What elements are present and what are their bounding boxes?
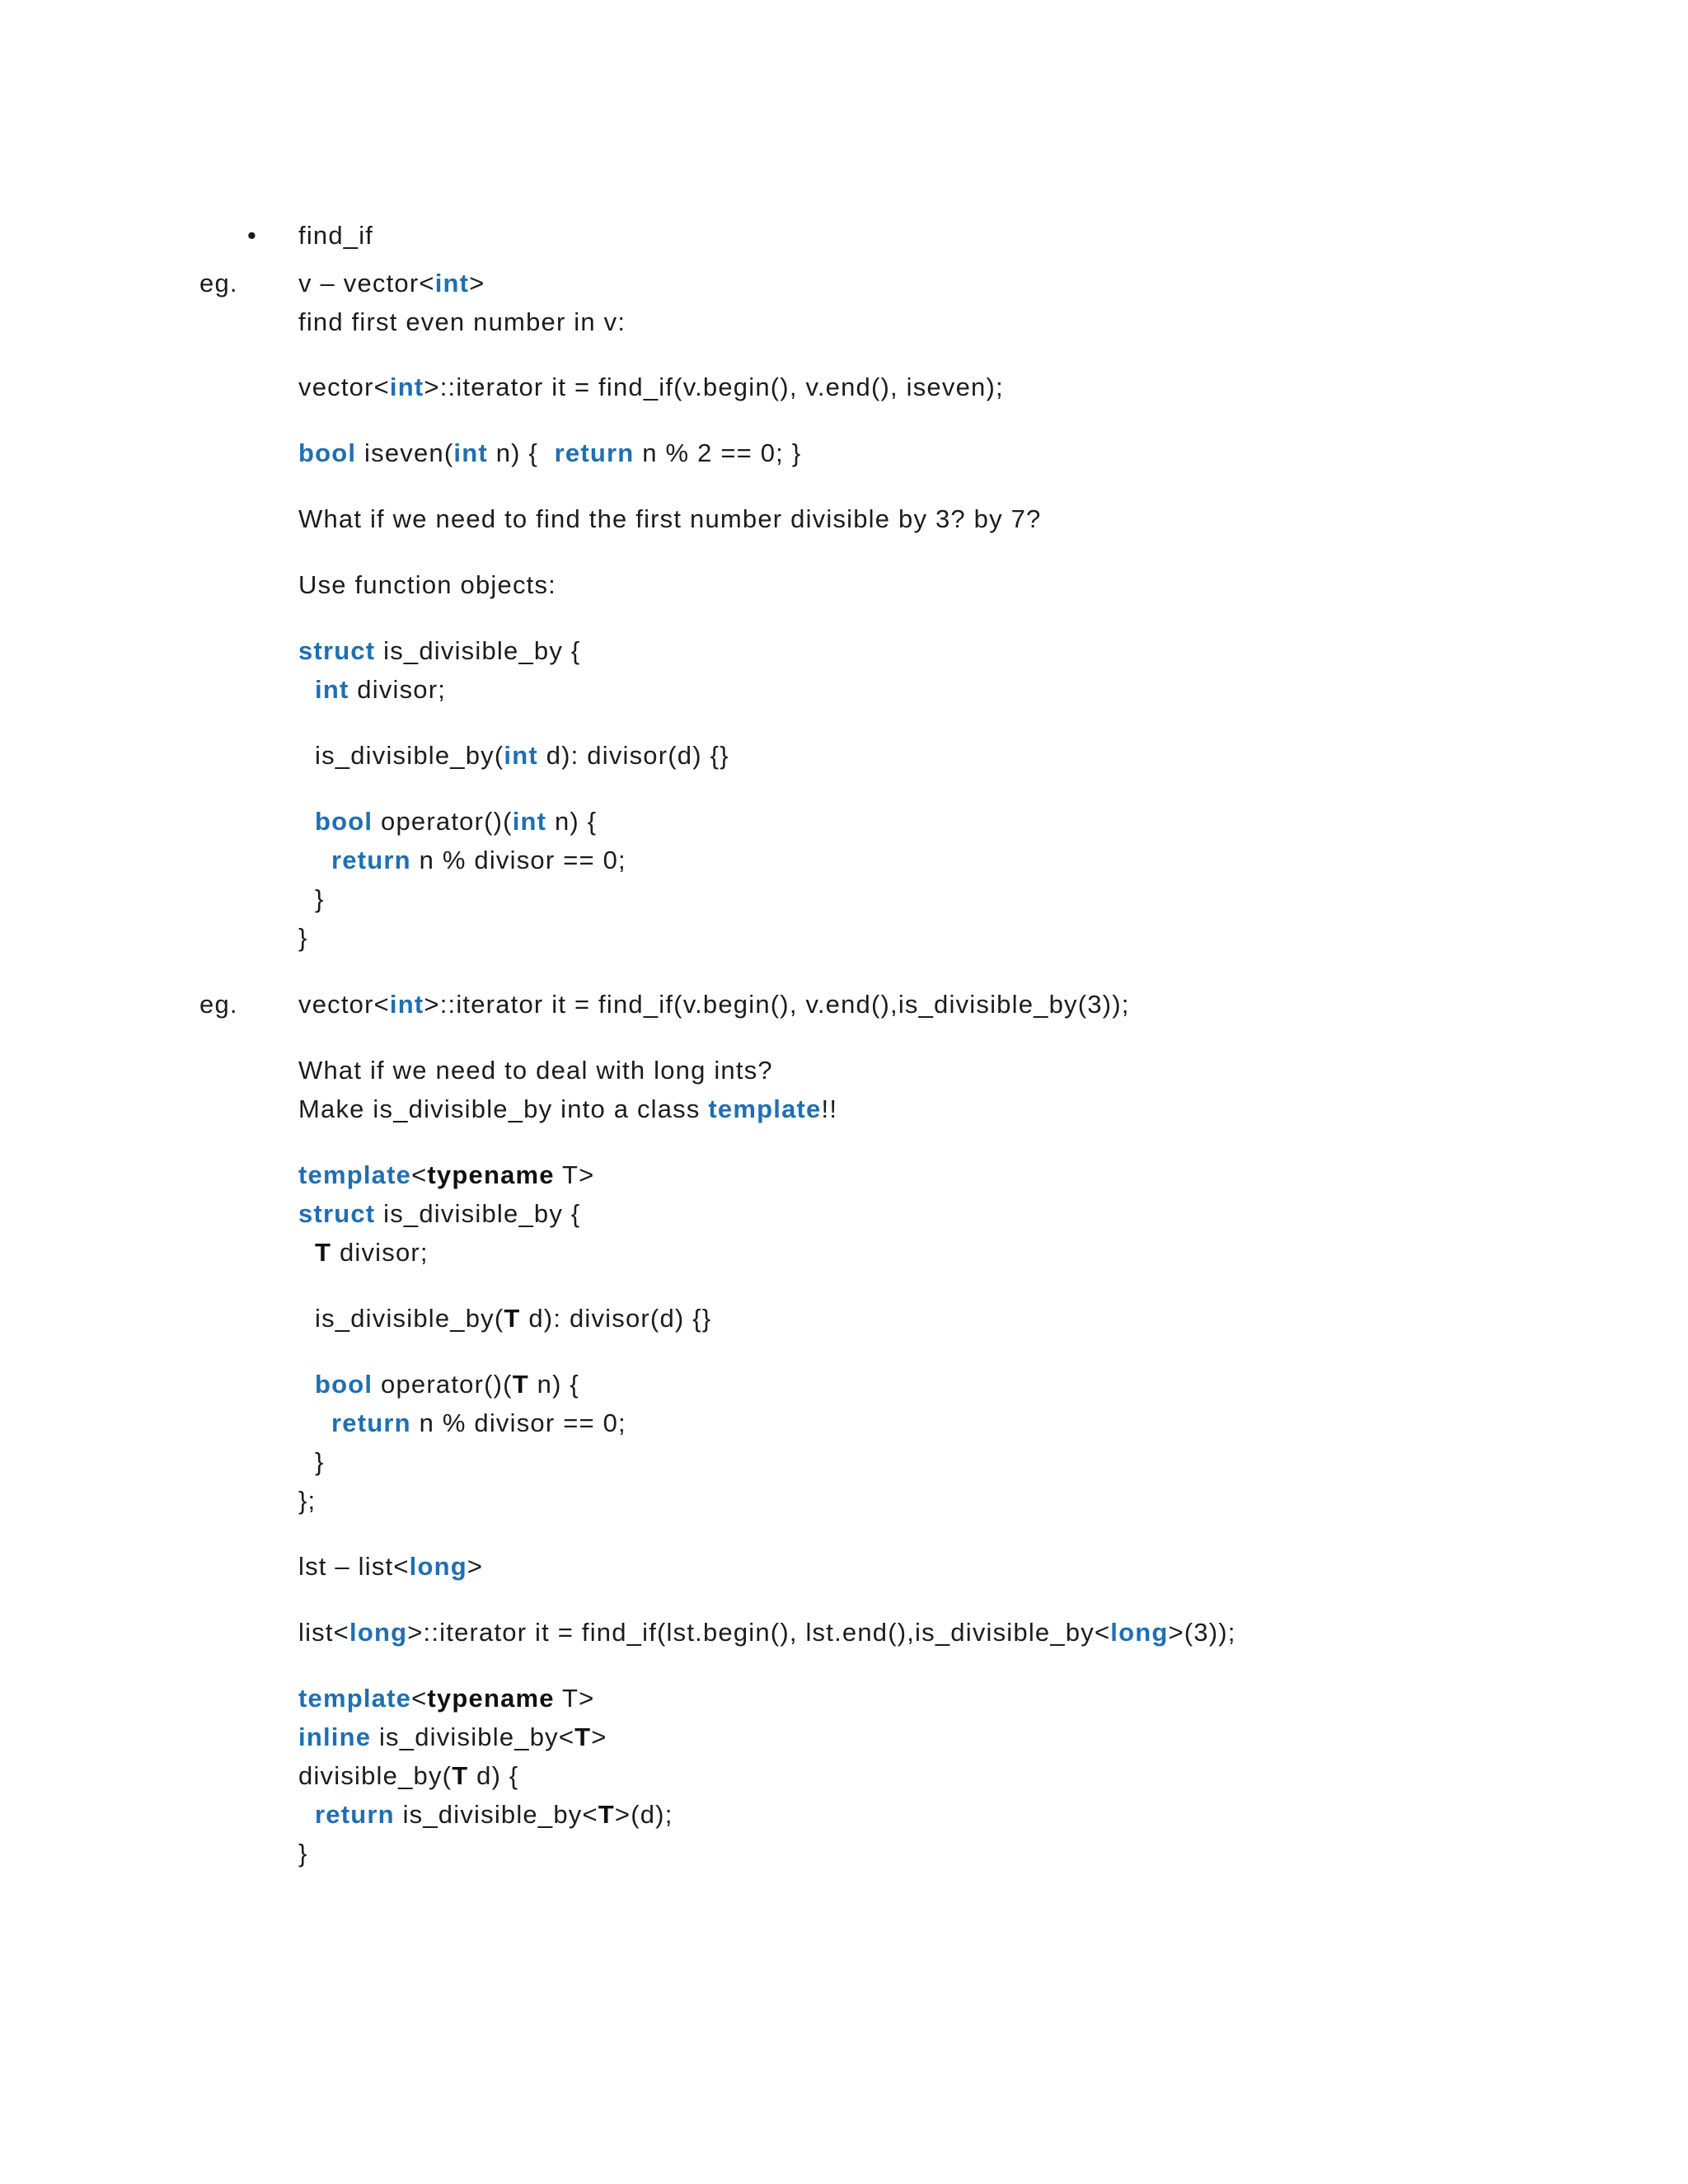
- keyword-template: template: [708, 1094, 822, 1123]
- code-line: struct is_divisible_by {: [298, 1199, 581, 1228]
- code-line: divisible_by(T d) {: [298, 1761, 519, 1790]
- code-line: }: [298, 1839, 308, 1868]
- bullet-icon: •: [247, 221, 258, 250]
- code-line: bool operator()(T n) {: [315, 1370, 579, 1399]
- code-line: }: [315, 1447, 325, 1476]
- prose-text: Make is_divisible_by into a class: [298, 1094, 709, 1123]
- code-line: bool operator()(int n) {: [315, 807, 598, 836]
- prose-line: [298, 1090, 837, 1129]
- prose-line: What if we need to find the first number divisible by 3? by 7?: [298, 504, 1042, 533]
- code-line: is_divisible_by(int d): divisor(d) {}: [315, 741, 729, 770]
- code-line: struct is_divisible_by {: [298, 636, 581, 665]
- code-line: };: [298, 1486, 316, 1515]
- code-line: }: [315, 884, 325, 913]
- bullet-heading: find_if: [298, 221, 374, 250]
- prose-line: What if we need to deal with long ints?: [298, 1056, 773, 1085]
- code-line: }: [298, 923, 308, 952]
- code-line: int divisor;: [315, 675, 447, 704]
- prose-line: find first even number in v:: [298, 307, 626, 336]
- code-line: list<long>::iterator it = find_if(lst.begin(), lst.end(),is_divisible_by<long>(3));: [298, 1618, 1236, 1647]
- code-line: lst – list<long>: [298, 1552, 484, 1581]
- example-label: eg.: [199, 269, 238, 298]
- prose-line: Use function objects:: [298, 570, 556, 599]
- code-line: return is_divisible_by<T>(d);: [315, 1800, 673, 1829]
- prose-text: !!: [821, 1094, 838, 1123]
- code-line: template<typename T>: [298, 1684, 595, 1713]
- code-line: return n % divisor == 0;: [331, 846, 626, 874]
- code-line: inline is_divisible_by<T>: [298, 1722, 607, 1751]
- code-line: is_divisible_by(T d): divisor(d) {}: [315, 1304, 712, 1333]
- code-line: return n % divisor == 0;: [331, 1408, 626, 1437]
- code-line: bool iseven(int n) { return n % 2 == 0; }: [298, 438, 802, 467]
- code-line: T divisor;: [315, 1238, 429, 1267]
- code-line: v – vector<int>: [298, 269, 485, 298]
- code-line: vector<int>::iterator it = find_if(v.begin(), v.end(), iseven);: [298, 373, 1004, 401]
- code-line: vector<int>::iterator it = find_if(v.begin(), v.end(),is_divisible_by(3));: [298, 990, 1130, 1019]
- example-label: eg.: [199, 990, 238, 1019]
- code-line: template<typename T>: [298, 1160, 595, 1189]
